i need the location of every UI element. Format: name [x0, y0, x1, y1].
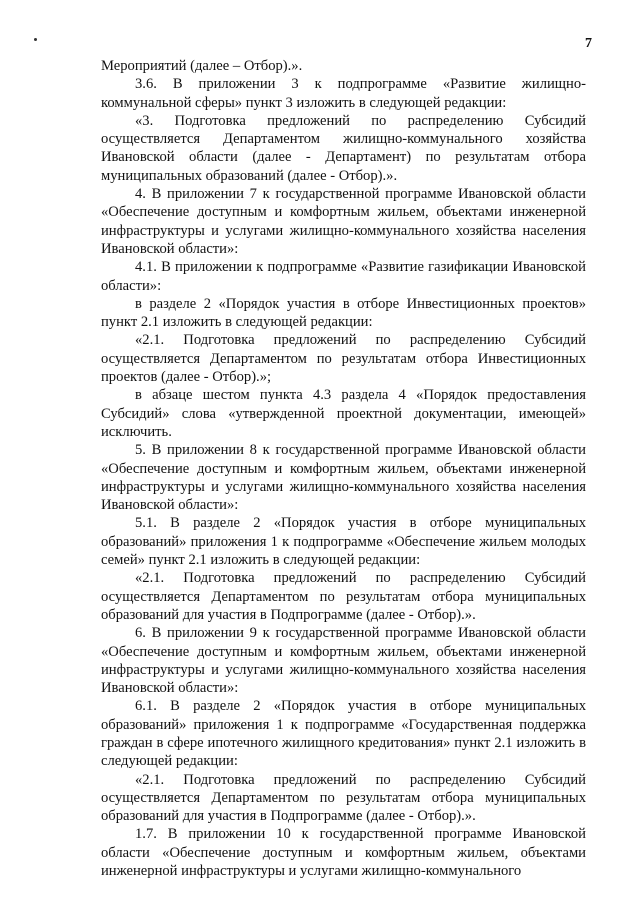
page-number: 7	[585, 36, 592, 51]
paragraph-quote-2-1-a: «2.1. Подготовка предложений по распределению Субсидий осуществляется Департаментом по результатам отбора Инвестиционных проектов (далее - Отбор).»;	[101, 332, 586, 386]
paragraph-1-7: 1.7. В приложении 10 к государственной программе Ивановской области «Обеспечение доступным и комфортным жильем, объектами инженерной инфраструктуры и услугами жилищно-коммунального	[101, 826, 586, 880]
paragraph-quote-2-1-b: «2.1. Подготовка предложений по распределению Субсидий осуществляется Департаментом по результатам отбора муниципальных образований для участия в Подпрограмме (далее - Отбор).».	[101, 570, 586, 623]
scan-speck	[34, 38, 37, 41]
paragraph-quote-3: «3. Подготовка предложений по распределению Субсидий осуществляется Департаментом жилищно-коммунального хозяйства Ивановской области (далее - Департамент) по результатам отбора муниципальных образований (далее - Отбор).».	[101, 112, 586, 184]
paragraph-continuation: Мероприятий (далее – Отбор).».	[101, 58, 303, 74]
paragraph-5: 5. В приложении 8 к государственной программе Ивановской области «Обеспечение доступным и комфортным жильем, объектами инженерной инфраструктуры и услугами жилищно-коммунального хозяйства населения Ивановской области»:	[101, 442, 586, 514]
paragraph-section-2: в разделе 2 «Порядок участия в отборе Инвестиционных проектов» пункт 2.1 изложить в следующей редакции:	[101, 295, 586, 331]
paragraph-4-3: в абзаце шестом пункта 4.3 раздела 4 «Порядок предоставления Субсидий» слова «утвержденной проектной документации, имеющей» исключить.	[101, 387, 586, 440]
paragraph-6-1: 6.1. В разделе 2 «Порядок участия в отборе муниципальных образований» приложения 1 к подпрограмме «Государственная поддержка граждан в сфере ипотечного жилищного кредитования» пункт 2.1 изложить в следующей редакции:	[101, 698, 586, 770]
paragraph-4: 4. В приложении 7 к государственной программе Ивановской области «Обеспечение доступным и комфортным жильем, объектами инженерной инфраструктуры и услугами жилищно-коммунального хозяйства населения Ивановской области»:	[101, 186, 586, 257]
paragraph-4-1: 4.1. В приложении к подпрограмме «Развитие газификации Ивановской области»:	[101, 259, 586, 294]
paragraph-6: 6. В приложении 9 к государственной программе Ивановской области «Обеспечение доступным и комфортным жильем, объектами инженерной инфраструктуры и услугами жилищно-коммунального хозяйства населения Ивановской области»:	[101, 625, 586, 697]
document-body	[101, 57, 586, 880]
paragraph-5-1: 5.1. В разделе 2 «Порядок участия в отборе муниципальных образований» приложения 1 к подпрограмме «Обеспечение жильем молодых семей» пункт 2.1 изложить в следующей редакции:	[101, 515, 586, 569]
paragraph-3-6: 3.6. В приложении 3 к подпрограмме «Развитие жилищно-коммунальной сферы» пункт 3 изложить в следующей редакции:	[101, 76, 586, 111]
paragraph-quote-2-1-c: «2.1. Подготовка предложений по распределению Субсидий осуществляется Департаментом по результатам отбора муниципальных образований для участия в Подпрограмме (далее - Отбор).».	[101, 771, 586, 825]
